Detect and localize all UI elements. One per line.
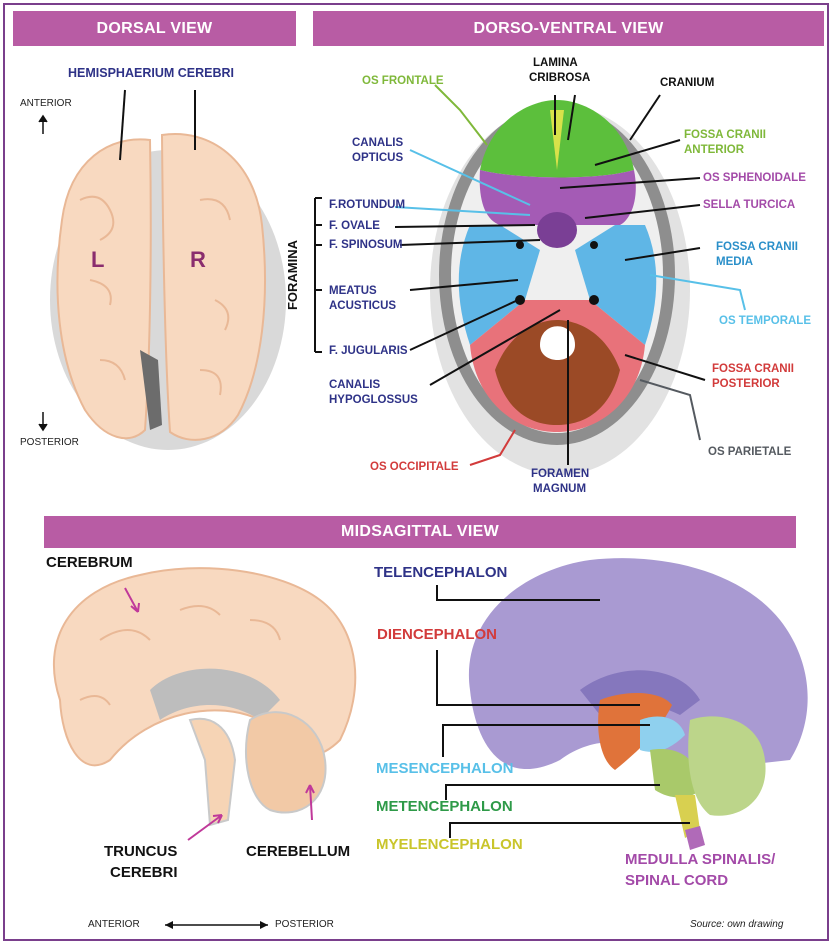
axis-arrow <box>165 921 268 929</box>
label-truncus-1: TRUNCUS <box>104 843 178 860</box>
label-meatus-1: MEATUS <box>329 285 377 297</box>
dorsoventral-view-banner: DORSO-VENTRAL VIEW <box>313 11 824 46</box>
dorsal-view-banner: DORSAL VIEW <box>13 11 296 46</box>
label-os-frontale: OS FRONTALE <box>362 75 444 87</box>
label-medulla-2: SPINAL CORD <box>625 872 729 889</box>
label-myelencephalon: MYELENCEPHALON <box>376 836 523 853</box>
label-telencephalon: TELENCEPHALON <box>374 564 508 581</box>
label-canalis-hypoglossus-1: CANALIS <box>329 379 381 391</box>
label-foramen-magnum-2: MAGNUM <box>533 483 587 495</box>
label-os-occipitale: OS OCCIPITALE <box>370 461 459 473</box>
label-sella-turcica: SELLA TURCICA <box>703 199 796 211</box>
label-lamina-2: CRIBROSA <box>529 72 591 84</box>
source-note: Source: own drawing <box>690 919 784 930</box>
label-cerebrum: CEREBRUM <box>46 554 133 571</box>
label-diencephalon: DIENCEPHALON <box>377 626 498 643</box>
label-f-rotundum: F.ROTUNDUM <box>329 199 406 211</box>
label-truncus-2: CEREBRI <box>110 864 178 881</box>
label-canalis-opticus-2: OPTICUS <box>352 152 404 164</box>
label-fossa-posterior-1: FOSSA CRANII <box>712 363 794 375</box>
label-f-ovale: F. OVALE <box>329 220 380 232</box>
label-foramina: FORAMINA <box>285 239 301 311</box>
label-posterior-dorsal: POSTERIOR <box>20 437 79 448</box>
midsagittal-brain-natural <box>54 568 355 840</box>
label-fossa-anterior-1: FOSSA CRANII <box>684 129 766 141</box>
label-medulla-1: MEDULLA SPINALIS/ <box>625 851 776 868</box>
skull-base <box>430 100 690 475</box>
label-os-temporale: OS TEMPORALE <box>719 315 812 327</box>
label-canalis-opticus-1: CANALIS <box>352 137 404 149</box>
label-anterior-dorsal: ANTERIOR <box>20 98 72 109</box>
label-hemisphaerium-cerebri: HEMISPHAERIUM CEREBRI <box>68 66 234 80</box>
label-foramen-magnum-1: FORAMEN <box>531 468 590 480</box>
label-cranium: CRANIUM <box>660 77 715 89</box>
label-metencephalon: METENCEPHALON <box>376 798 513 815</box>
label-f-jugularis: F. JUGULARIS <box>329 345 408 357</box>
label-lamina-1: LAMINA <box>533 57 578 69</box>
label-canalis-hypoglossus-2: HYPOGLOSSUS <box>329 394 418 406</box>
label-axis-anterior: ANTERIOR <box>88 919 140 930</box>
label-meatus-2: ACUSTICUS <box>329 300 397 312</box>
label-axis-posterior: POSTERIOR <box>275 919 334 930</box>
label-os-sphenoidale: OS SPHENOIDALE <box>703 172 806 184</box>
label-fossa-media-2: MEDIA <box>716 256 754 268</box>
label-fossa-anterior-2: ANTERIOR <box>684 144 745 156</box>
label-os-parietale: OS PARIETALE <box>708 446 792 458</box>
label-right-hemisphere: R <box>190 247 206 272</box>
label-cerebellum: CEREBELLUM <box>246 843 351 860</box>
label-mesencephalon: MESENCEPHALON <box>376 760 514 777</box>
label-f-spinosum: F. SPINOSUM <box>329 239 403 251</box>
dorsal-brain <box>39 90 286 450</box>
midsagittal-view-banner: MIDSAGITTAL VIEW <box>44 516 796 548</box>
label-fossa-posterior-2: POSTERIOR <box>712 378 780 390</box>
label-left-hemisphere: L <box>91 247 105 272</box>
label-fossa-media-1: FOSSA CRANII <box>716 241 798 253</box>
